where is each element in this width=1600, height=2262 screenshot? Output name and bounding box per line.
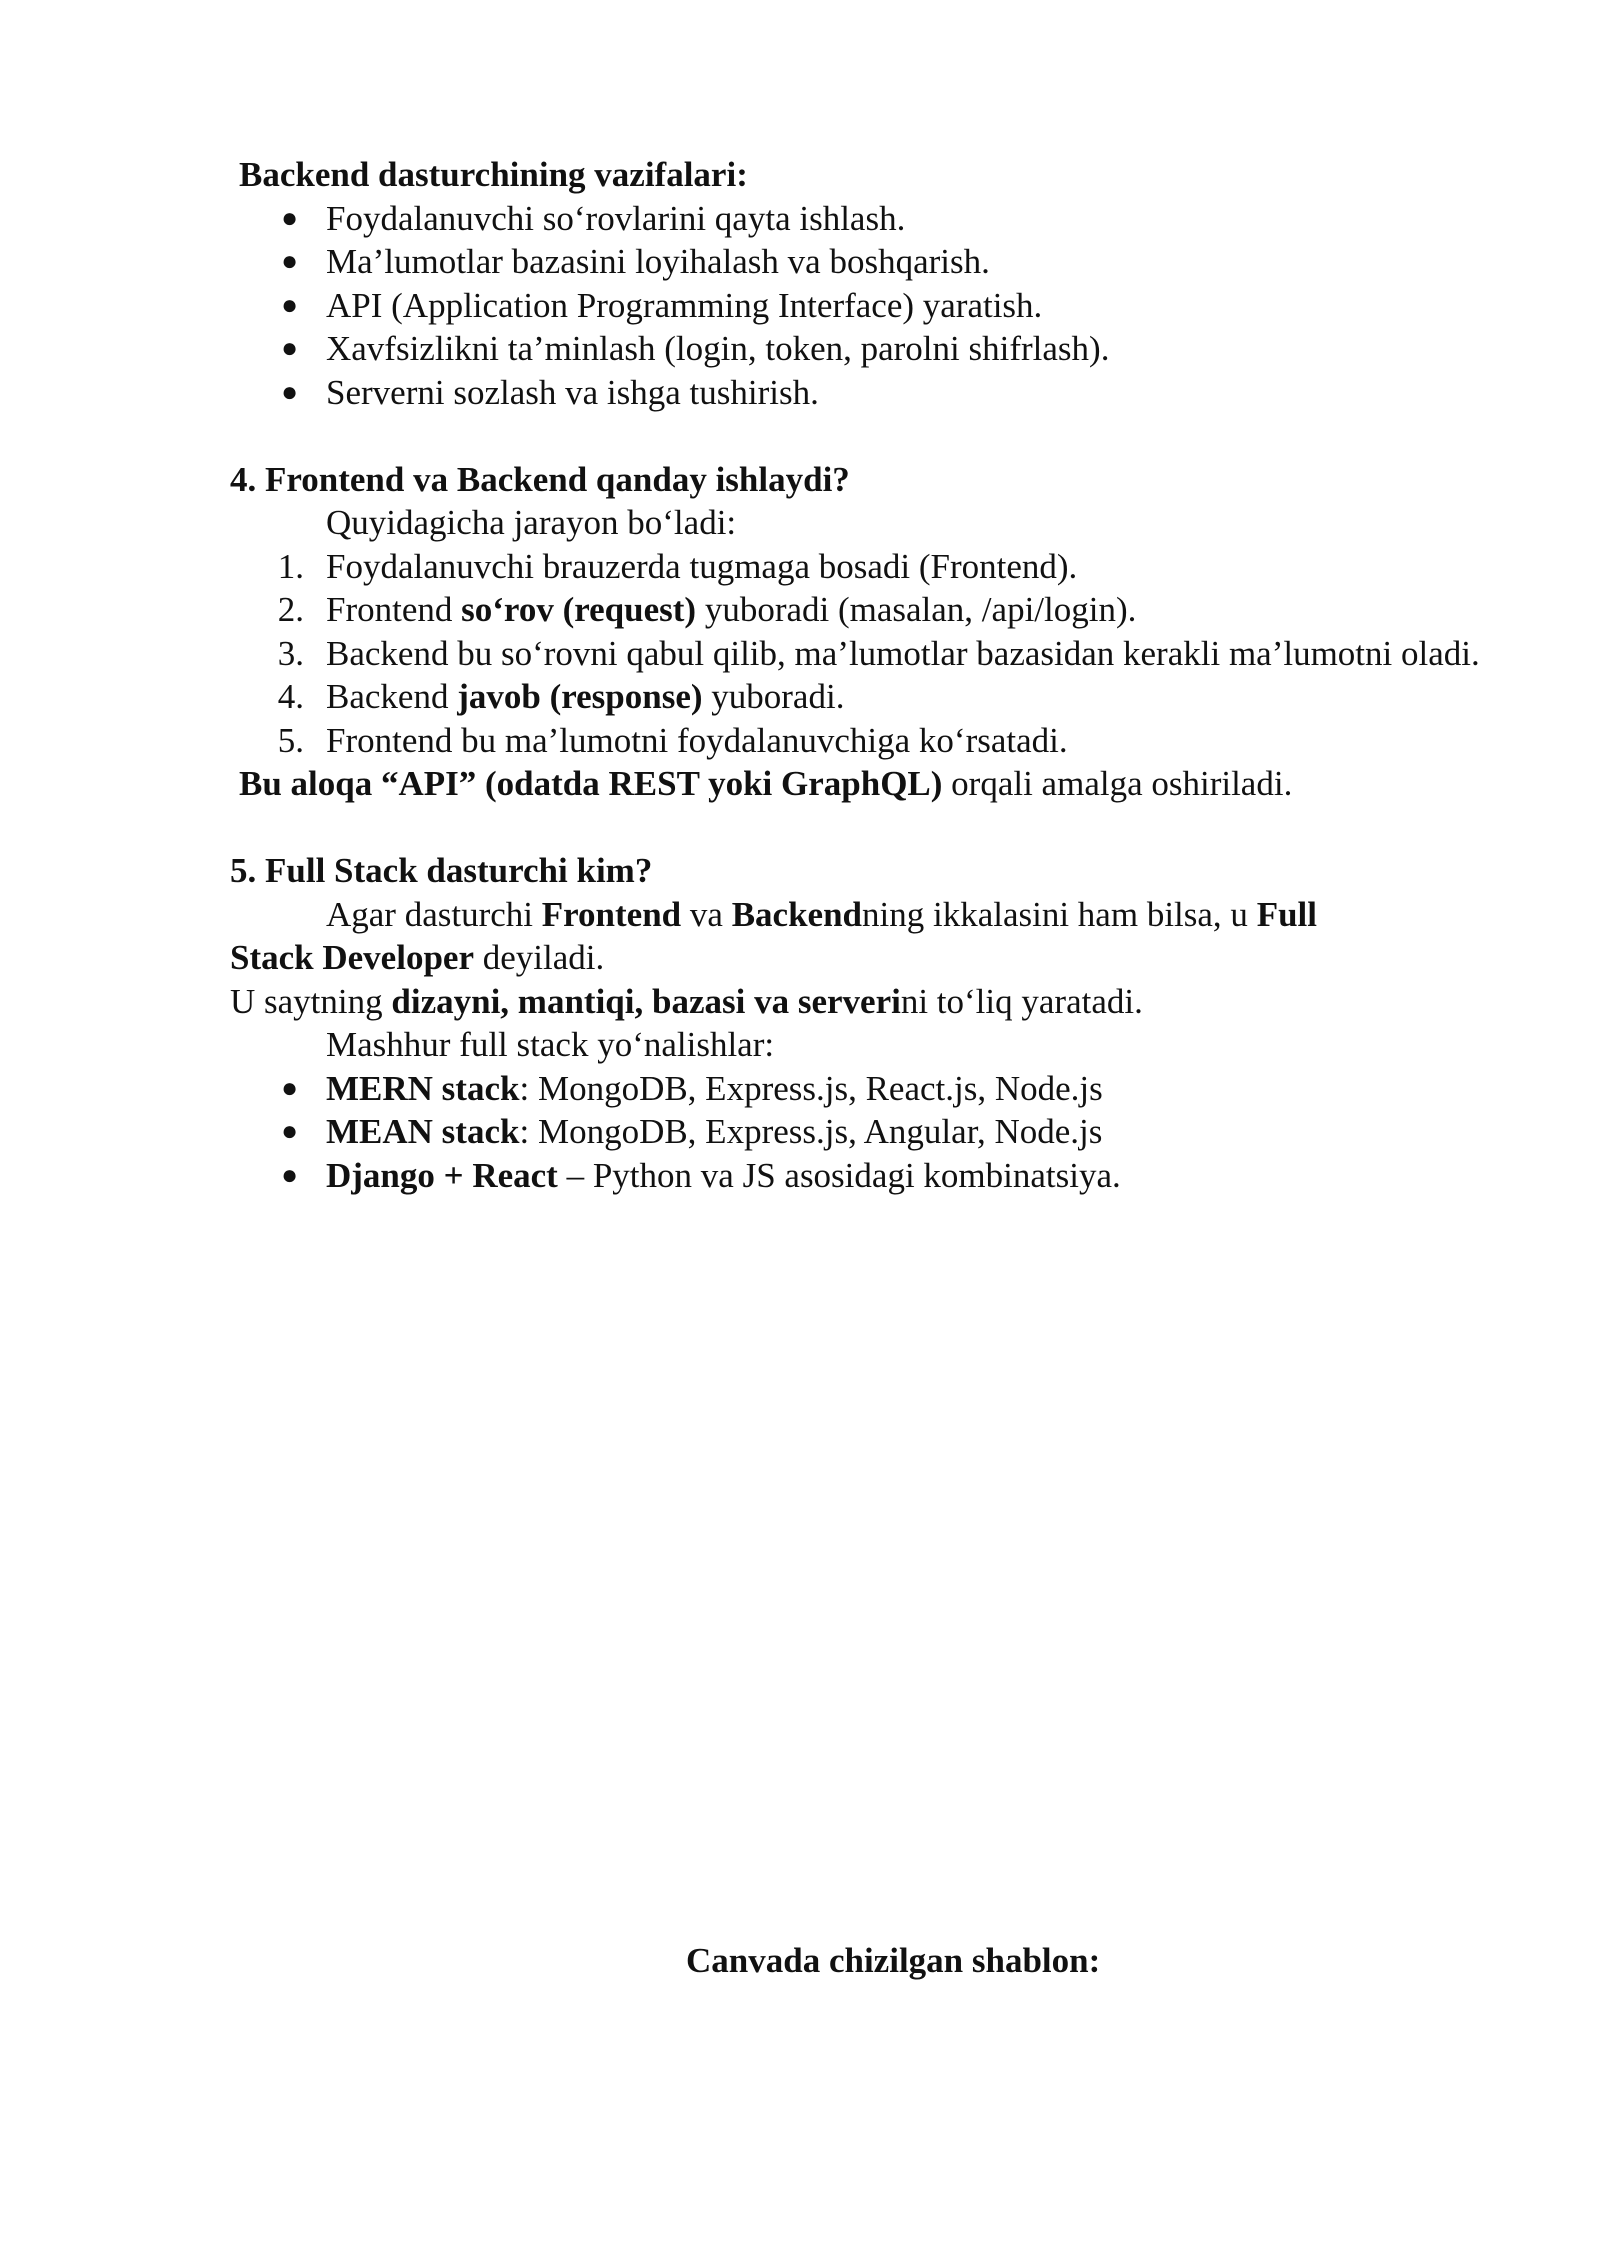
full-stack-directions-intro: Mashhur full stack yo‘nalishlar: bbox=[326, 1025, 775, 1064]
list-item: 1. Foydalanuvchi brauzerda tugmaga bosadi (Frontend). bbox=[277, 546, 1078, 586]
section-5-heading: 5. Full Stack dasturchi kim? bbox=[230, 851, 653, 890]
list-item: ● API (Application Programming Interface) yaratish. bbox=[230, 284, 1530, 328]
list-item: ● Ma’lumotlar bazasini loyihalash va boshqarish. bbox=[230, 240, 1530, 284]
list-item: ● MEAN stack: MongoDB, Express.js, Angular, Node.js bbox=[230, 1110, 1530, 1154]
document-content bbox=[230, 153, 1530, 1197]
list-item: ● Serverni sozlash va ishga tushirish. bbox=[230, 371, 1530, 415]
spacer bbox=[230, 414, 1530, 458]
process-steps-list bbox=[230, 545, 1530, 763]
spacer bbox=[230, 806, 1530, 850]
section-4-heading: 4. Frontend va Backend qanday ishlaydi? bbox=[230, 459, 850, 499]
bullet-icon: ● bbox=[281, 202, 298, 234]
template-title: Canvada chizilgan shablon: bbox=[686, 1941, 1101, 1980]
list-item: 2. Frontend so‘rov (request) yuboradi (masalan, /api/login). bbox=[277, 590, 1137, 629]
bullet-icon: ● bbox=[281, 333, 298, 364]
bullet-icon: ● bbox=[281, 289, 298, 321]
list-item: 5. Frontend bu ma’lumotni foydalanuvchiga ko‘rsatadi. bbox=[277, 720, 1068, 760]
full-stack-paragraph-line-1: Agar dasturchi Frontend va Backendning ikkalasini ham bilsa, u Full bbox=[326, 894, 1317, 934]
list-item: ● Foydalanuvchi so‘rovlarini qayta ishlash. bbox=[230, 197, 1530, 241]
list-item: ● Xavfsizlikni ta’minlash (login, token, parolni shifrlash). bbox=[230, 327, 1530, 371]
list-item: 4. Backend javob (response) yuboradi. bbox=[277, 677, 845, 716]
bullet-icon: ● bbox=[281, 1159, 298, 1191]
bullet-icon: ● bbox=[281, 246, 298, 277]
list-item: ● MERN stack: MongoDB, Express.js, React.js, Node.js bbox=[230, 1067, 1530, 1111]
api-summary: Bu aloqa “API” (odatda REST yoki GraphQL) orqali amalga oshiriladi. bbox=[239, 764, 1293, 803]
stack-list bbox=[230, 1067, 1530, 1198]
full-stack-paragraph-line-2: Stack Developer deyiladi. bbox=[230, 938, 605, 977]
backend-duties-heading: Backend dasturchining vazifalari: bbox=[239, 155, 748, 194]
list-item: ● Django + React – Python va JS asosidagi kombinatsiya. bbox=[230, 1154, 1530, 1198]
backend-duties-list bbox=[230, 197, 1530, 415]
bullet-icon: ● bbox=[281, 1116, 298, 1147]
bullet-icon: ● bbox=[281, 376, 298, 408]
list-item: 3. Backend bu so‘rovni qabul qilib, ma’lumotlar bazasidan kerakli ma’lumotni oladi. bbox=[277, 633, 1480, 673]
section-4-intro: Quyidagicha jarayon bo‘ladi: bbox=[326, 503, 737, 542]
full-stack-paragraph-2: U saytning dizayni, mantiqi, bazasi va serverini to‘liq yaratadi. bbox=[230, 981, 1143, 1021]
bullet-icon: ● bbox=[281, 1072, 298, 1104]
